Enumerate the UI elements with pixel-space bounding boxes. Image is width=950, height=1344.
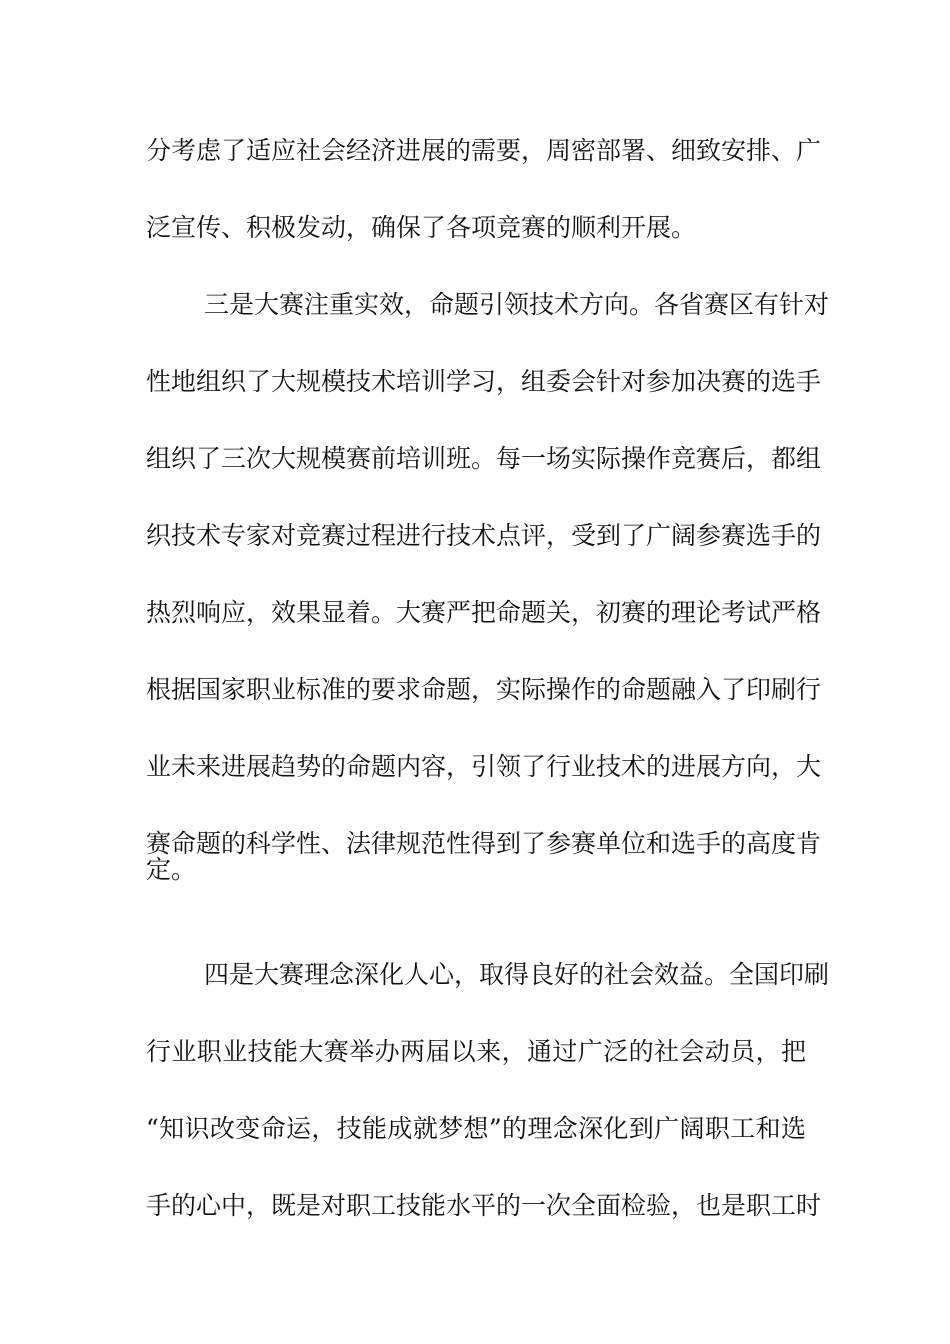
text-line: 业未来进展趋势的命题内容，引领了行业技术的进展方向，大	[146, 752, 822, 781]
text-line: 热烈响应，效果显着。大赛严把命题关，初赛的理论考试严格	[146, 598, 822, 627]
text-line: 分考虑了适应社会经济进展的需要，周密部署、细致安排、广	[146, 136, 822, 165]
text-line: 定。	[146, 855, 197, 884]
text-line: 织技术专家对竞赛过程进行技术点评，受到了广阔参赛选手的	[146, 521, 822, 550]
text-line: 性地组织了大规模技术培训学习，组委会针对参加决赛的选手	[146, 367, 822, 396]
text-line: 手的心中，既是对职工技能水平的一次全面检验，也是职工时	[146, 1191, 822, 1220]
text-line: 行业职业技能大赛举办两届以来，通过广泛的社会动员，把	[146, 1037, 806, 1066]
text-line: 根据国家职业标准的要求命题，实际操作的命题融入了印刷行	[146, 675, 822, 704]
paragraph-four-first-line: 四是大赛理念深化人心，取得良好的社会效益。全国印刷	[204, 960, 830, 989]
text-line: 赛命题的科学性、法律规范性得到了参赛单位和选手的高度肯	[146, 829, 822, 858]
text-line: 组织了三次大规模赛前培训班。每一场实际操作竞赛后，都组	[146, 444, 822, 473]
paragraph-three-first-line: 三是大赛注重实效，命题引领技术方向。各省赛区有针对	[204, 290, 830, 319]
text-line: “知识改变命运，技能成就梦想”的理念深化到广阔职工和选	[146, 1114, 806, 1143]
text-line: 泛宣传、积极发动，确保了各项竞赛的顺利开展。	[146, 213, 697, 242]
